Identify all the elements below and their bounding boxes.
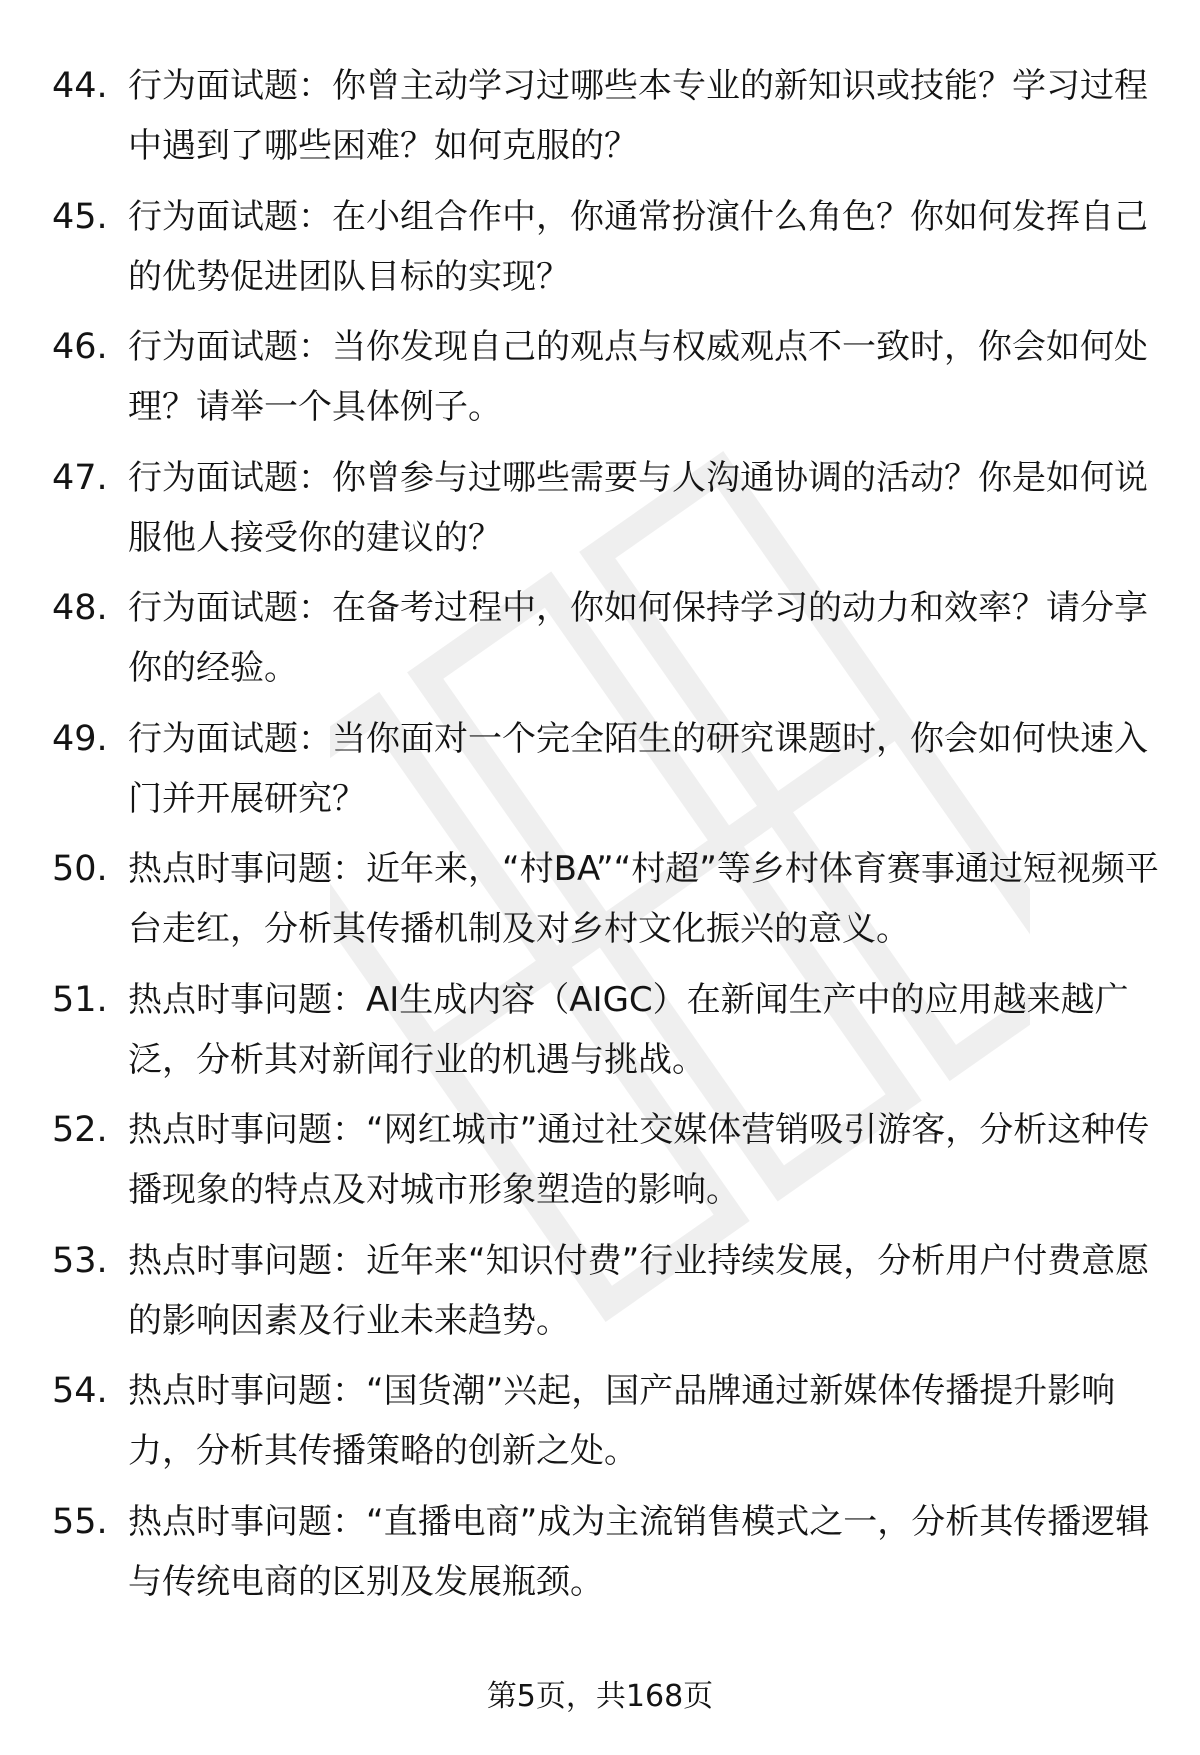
question-item: [52, 56, 1162, 187]
question-text: 行为面试题：你曾主动学习过哪些本专业的新知识或技能？学习过程中遇到了哪些困难？如何克服的？: [128, 66, 1148, 166]
question-text: 行为面试题：当你发现自己的观点与权威观点不一致时，你会如何处理？请举一个具体例子。: [128, 327, 1148, 427]
question-text: 行为面试题：在小组合作中，你通常扮演什么角色？你如何发挥自己的优势促进团队目标的实现？: [128, 196, 1148, 297]
question-number: 44.: [52, 66, 108, 106]
question-item: [52, 1231, 1162, 1362]
question-item: [52, 839, 1162, 970]
question-number: 55.: [52, 1501, 108, 1542]
question-text: 行为面试题：当你面对一个完全陌生的研究课题时，你会如何快速入门并开展研究？: [128, 718, 1148, 819]
question-number: 49.: [52, 718, 108, 759]
question-item: [52, 709, 1162, 840]
question-number: 45.: [52, 196, 108, 237]
question-item: [52, 448, 1162, 579]
question-number: 47.: [52, 457, 108, 498]
question-item: [52, 187, 1162, 318]
question-text: 热点时事问题：AI生成内容（AIGC）在新闻生产中的应用越来越广泛，分析其对新闻行业的机遇与挑战。: [128, 979, 1129, 1080]
question-item: [52, 1361, 1162, 1492]
question-number: 52.: [52, 1110, 108, 1150]
question-text: 热点时事问题：“直播电商”成为主流销售模式之一，分析其传播逻辑与传统电商的区别及发展瓶颈。: [128, 1501, 1150, 1602]
question-number: 54.: [52, 1371, 108, 1411]
question-text: 热点时事问题：近年来，“村BA”“村超”等乡村体育赛事通过短视频平台走红，分析其传播机制及对乡村文化振兴的意义。: [128, 849, 1159, 949]
question-item: [52, 1100, 1162, 1231]
question-item: [52, 1492, 1162, 1623]
question-number: 53.: [52, 1240, 108, 1281]
question-number: 51.: [52, 979, 108, 1020]
question-number: 50.: [52, 849, 108, 889]
question-item: [52, 970, 1162, 1101]
question-text: 热点时事问题：近年来“知识付费”行业持续发展，分析用户付费意愿的影响因素及行业未来趋势。: [128, 1240, 1150, 1341]
question-item: [52, 317, 1162, 448]
question-number: 48.: [52, 588, 108, 628]
page-indicator: 第5页，共168页: [486, 1679, 714, 1714]
question-item: [52, 578, 1162, 709]
question-text: 热点时事问题：“国货潮”兴起，国产品牌通过新媒体传播提升影响力，分析其传播策略的创新之处。: [128, 1371, 1116, 1471]
question-number: 46.: [52, 327, 108, 367]
question-text: 行为面试题：你曾参与过哪些需要与人沟通协调的活动？你是如何说服他人接受你的建议的？: [128, 457, 1148, 558]
question-text: 行为面试题：在备考过程中，你如何保持学习的动力和效率？请分享你的经验。: [128, 588, 1148, 688]
question-text: 热点时事问题：“网红城市”通过社交媒体营销吸引游客，分析这种传播现象的特点及对城市形象塑造的影响。: [128, 1110, 1150, 1210]
question-list: [52, 56, 1162, 1622]
